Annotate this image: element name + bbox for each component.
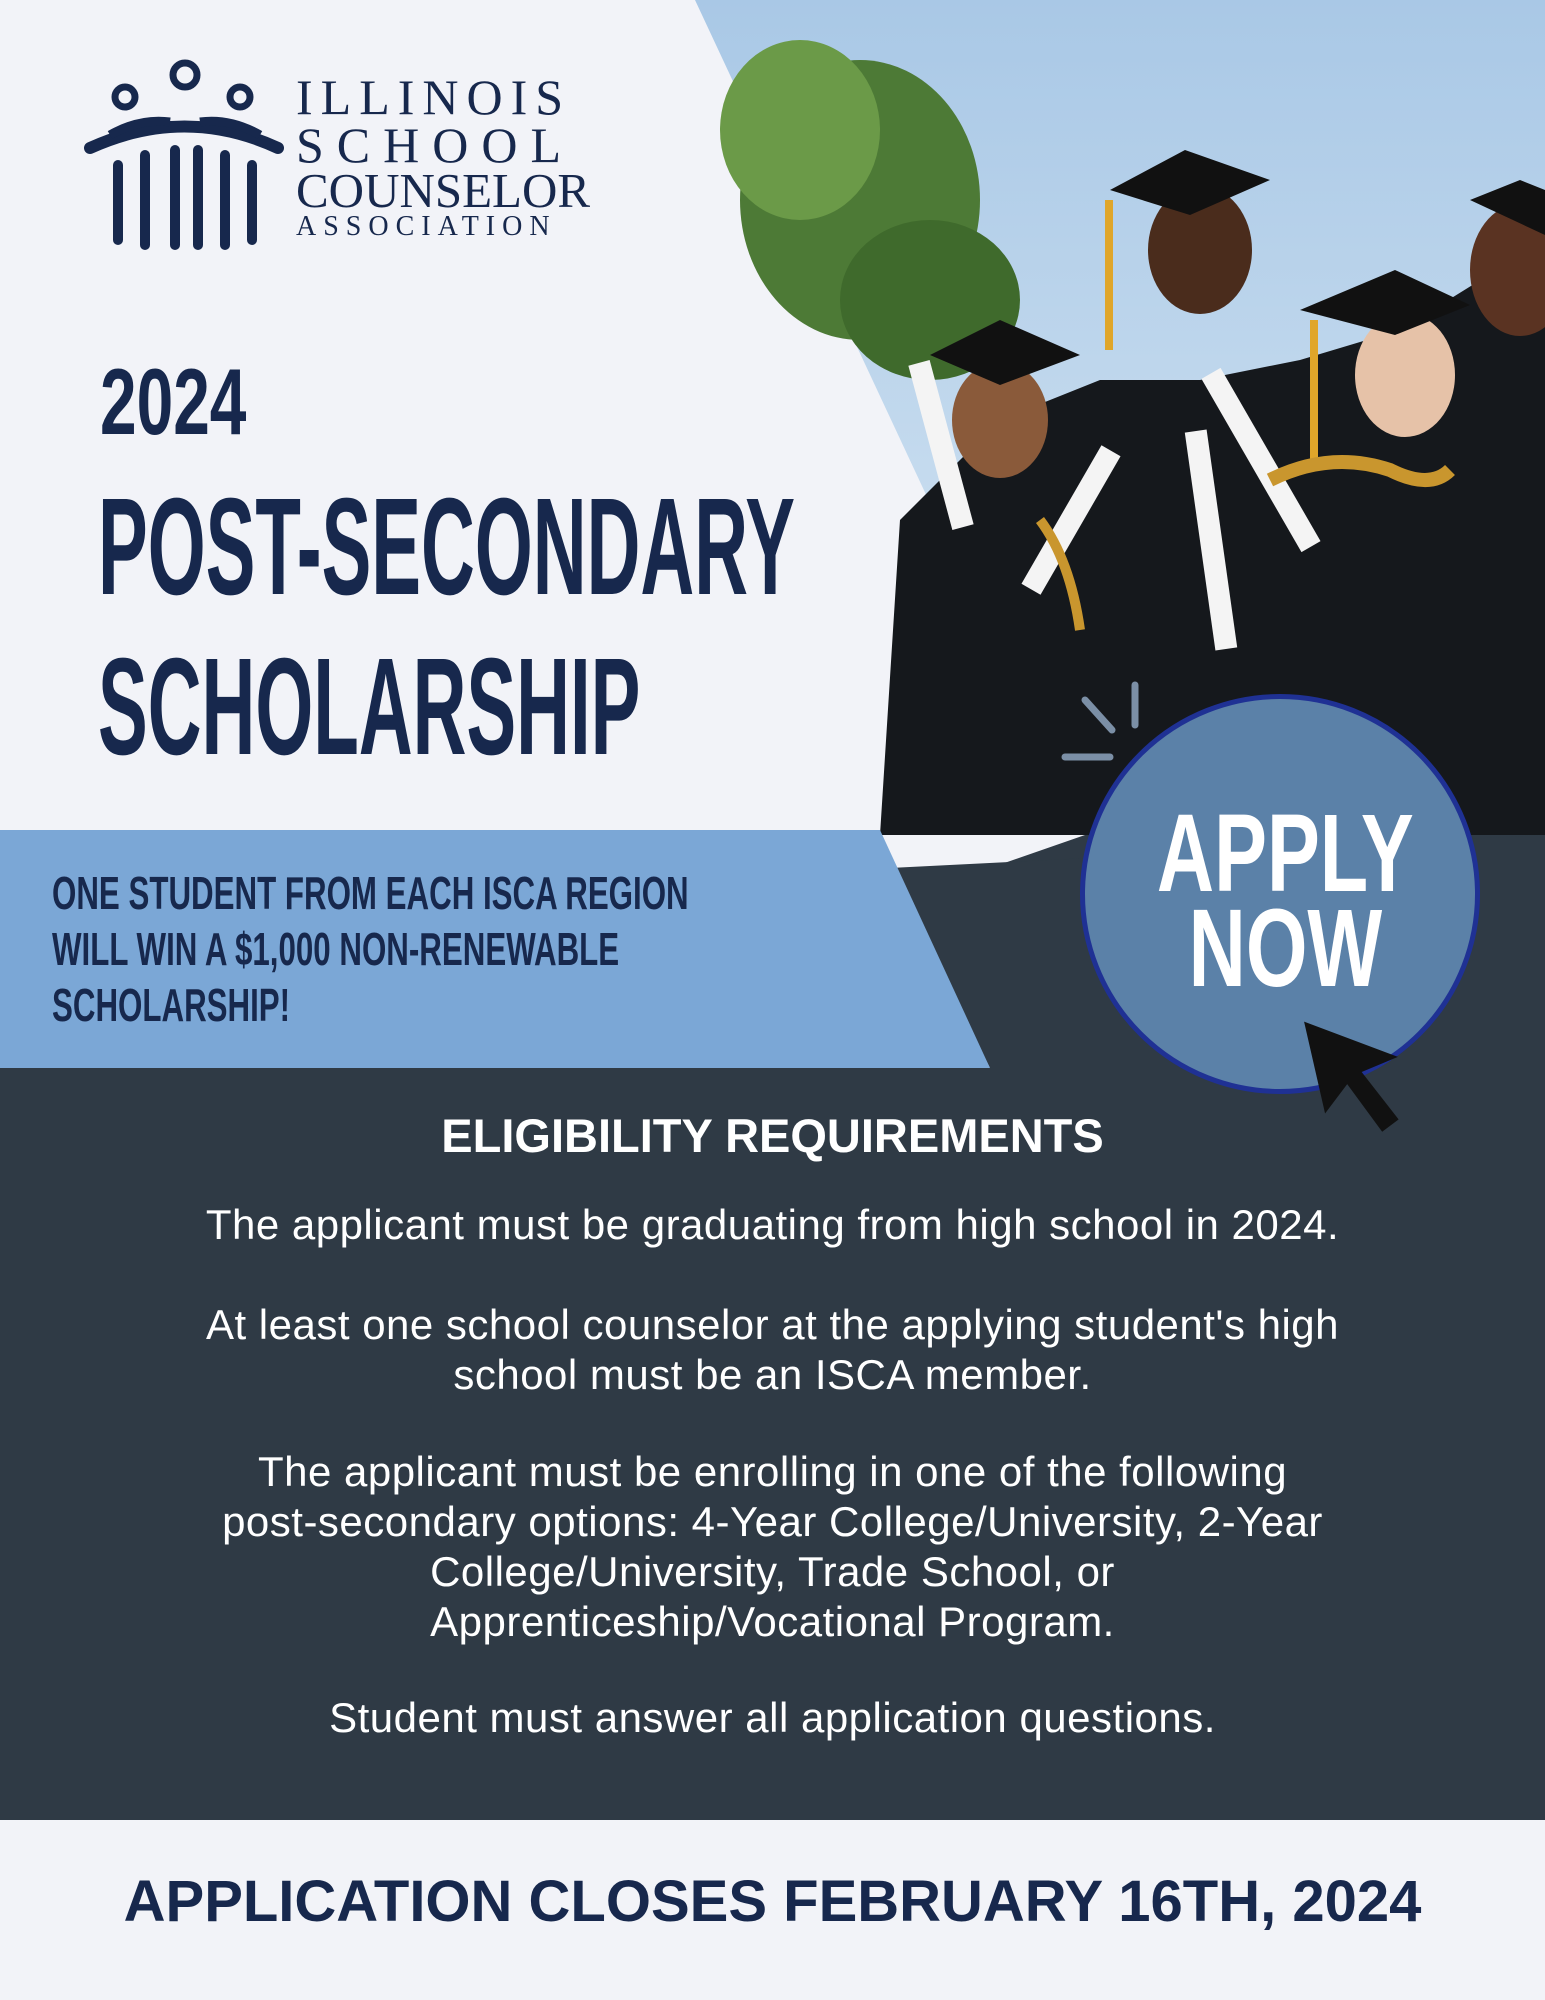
banner-line-3: SCHOLARSHIP! <box>52 979 291 1031</box>
banner-line-2: WILL WIN A $1,000 NON-RENEWABLE <box>52 923 620 975</box>
isca-logo-text <box>296 69 591 242</box>
requirement-4: Student must answer all application questions. <box>329 1694 1216 1741</box>
eligibility-heading: ELIGIBILITY REQUIREMENTS <box>441 1109 1104 1162</box>
logo-line-association: ASSOCIATION <box>296 211 557 242</box>
requirement-1: The applicant must be graduating from high school in 2024. <box>205 1201 1340 1248</box>
apply-label-line-2: NOW <box>1188 887 1382 1010</box>
isca-logo-mark <box>90 63 278 245</box>
application-deadline: APPLICATION CLOSES FEBRUARY 16TH, 2024 <box>123 1869 1422 1934</box>
logo-line-school: SCHOOL <box>296 117 575 173</box>
requirement-2: At least one school counselor at the applying student's high school must be an ISCA member. <box>205 1301 1340 1398</box>
logo-line-counselor: COUNSELOR <box>296 163 591 218</box>
logo-line-illinois: ILLINOIS <box>296 69 572 125</box>
title-year: 2024 <box>100 349 247 454</box>
banner-line-1: ONE STUDENT FROM EACH ISCA REGION <box>52 867 689 919</box>
apply-label-line-1: APPLY <box>1156 792 1414 915</box>
apply-now-button[interactable] <box>1080 694 1480 1094</box>
title-line-1: POST-SECONDARY <box>98 470 795 624</box>
title-line-2: SCHOLARSHIP <box>98 630 641 784</box>
requirement-3: The applicant must be enrolling in one of the following post-secondary options: 4-Year College/University, 2-Year College/University, Trade School, or Apprenticeship/Vocational Program. <box>222 1448 1323 1645</box>
